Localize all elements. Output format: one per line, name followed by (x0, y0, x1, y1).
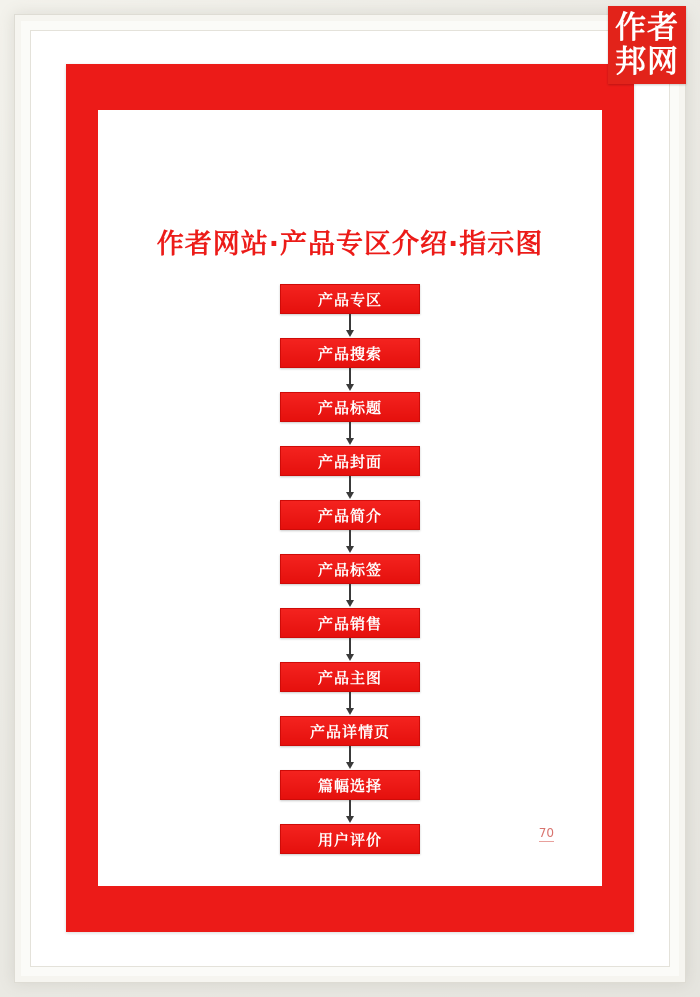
flow-node-3: 产品标题 (280, 392, 420, 422)
flow-node-10: 篇幅选择 (280, 770, 420, 800)
page-number: 70 (539, 827, 554, 842)
poster-content-card (98, 110, 602, 886)
flow-node-9: 产品详情页 (280, 716, 420, 746)
logo-line-2: 邦网 (615, 43, 679, 80)
arrow-down-icon-10 (349, 800, 351, 824)
logo-line-1: 作者 (615, 9, 679, 46)
arrow-down-icon-8 (349, 692, 351, 716)
flow-diagram (98, 284, 602, 854)
flow-node-5: 产品简介 (280, 500, 420, 530)
red-poster-frame (66, 64, 634, 932)
arrow-down-icon-6 (349, 584, 351, 608)
arrow-down-icon-3 (349, 422, 351, 446)
arrow-down-icon-1 (349, 314, 351, 338)
flow-node-8: 产品主图 (280, 662, 420, 692)
flow-node-4: 产品封面 (280, 446, 420, 476)
flow-node-7: 产品销售 (280, 608, 420, 638)
arrow-down-icon-4 (349, 476, 351, 500)
site-logo-stamp (608, 6, 686, 84)
arrow-down-icon-7 (349, 638, 351, 662)
flow-node-6: 产品标签 (280, 554, 420, 584)
arrow-down-icon-9 (349, 746, 351, 770)
flow-node-2: 产品搜索 (280, 338, 420, 368)
arrow-down-icon-2 (349, 368, 351, 392)
arrow-down-icon-5 (349, 530, 351, 554)
flow-node-1: 产品专区 (280, 284, 420, 314)
flow-node-11: 用户评价 (280, 824, 420, 854)
page-title: 作者网站·产品专区介绍·指示图 (156, 229, 544, 260)
